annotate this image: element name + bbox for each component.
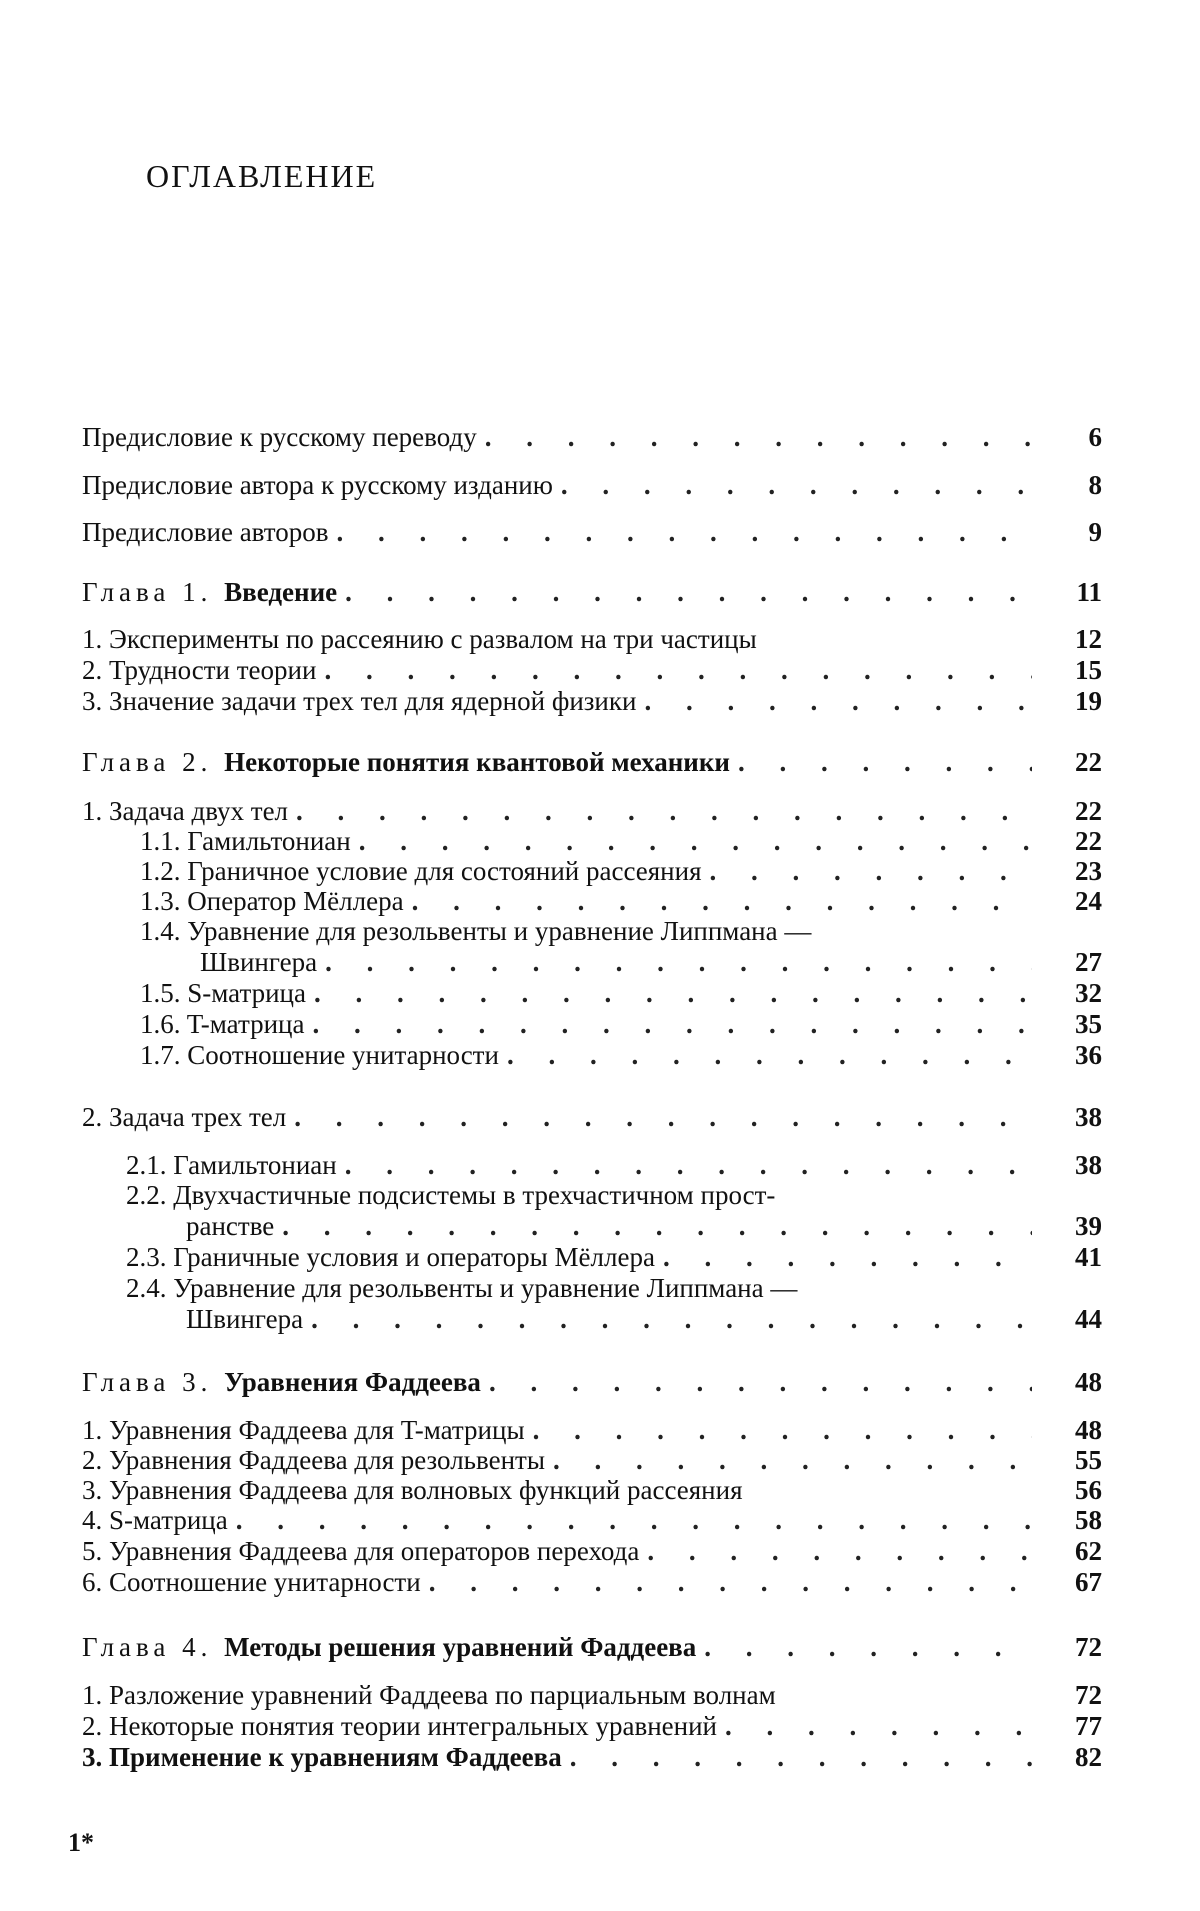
- toc-entry-title: 1. Разложение уравнений Фаддеева по парциальным волнам: [82, 1680, 776, 1710]
- toc-page-number: 56: [1075, 1475, 1102, 1505]
- toc-page-number: 15: [1075, 655, 1102, 685]
- dot-leader: [725, 1711, 1032, 1741]
- toc-entry: [82, 1563, 1102, 1597]
- toc-page-number: 22: [1075, 747, 1102, 777]
- toc-page-number: 38: [1075, 1102, 1102, 1132]
- dot-leader: [507, 1040, 1032, 1070]
- dot-leader: [345, 577, 1032, 607]
- toc-page-number: 22: [1075, 796, 1102, 826]
- toc-entry: [82, 1238, 1102, 1272]
- toc-entry: [82, 1501, 1102, 1535]
- toc-page-number: 72: [1075, 1680, 1102, 1710]
- toc-page-number: 72: [1075, 1632, 1102, 1662]
- toc-entry-title: 2.3. Граничные условия и операторы Мёллера: [126, 1242, 655, 1272]
- toc-page-number: 12: [1075, 624, 1102, 654]
- toc-entry: [82, 466, 1102, 500]
- chapter-label: Глава 3.: [82, 1367, 225, 1397]
- toc-entry: [82, 1005, 1102, 1039]
- dot-leader: [570, 1742, 1032, 1772]
- toc-entry-title: 1.1. Гамильтониан: [140, 826, 351, 856]
- toc-page-number: 35: [1075, 1009, 1102, 1039]
- chapter-label: Глава 1.: [82, 577, 225, 607]
- toc-entry-title: [82, 747, 738, 777]
- chapter-title: Уравнения Фаддеева: [224, 1367, 481, 1397]
- dot-leader: [294, 1102, 1032, 1132]
- toc-entry: [82, 912, 1102, 946]
- toc-page-number: 8: [1088, 470, 1102, 500]
- dot-leader: [663, 1242, 1032, 1272]
- dot-leader: [561, 470, 1032, 500]
- toc-entry: [82, 1036, 1102, 1070]
- toc-entry-title: 1.3. Оператор Мёллера: [140, 886, 404, 916]
- toc-entry-title: 1.2. Граничное условие для состояний рассеяния: [140, 856, 702, 886]
- dot-leader: [282, 1211, 1032, 1241]
- toc-page-number: 38: [1075, 1150, 1102, 1180]
- toc-page-number: 19: [1075, 686, 1102, 716]
- toc-entry: [82, 943, 1102, 977]
- toc-entry-title: Предисловие к русскому переводу: [82, 422, 477, 452]
- toc-entry-title: 2.1. Гамильтониан: [126, 1150, 337, 1180]
- toc-entry-title: 2. Уравнения Фаддеева для резольвенты: [82, 1445, 545, 1475]
- toc-entry: [82, 1300, 1102, 1334]
- dot-leader: [311, 1304, 1032, 1334]
- toc-entry-title: 2. Некоторые понятия теории интегральных уравнений: [82, 1711, 717, 1741]
- toc-page-number: 39: [1075, 1211, 1102, 1241]
- toc-entry-title: Швингера: [186, 1304, 304, 1334]
- chapter-title: Введение: [224, 577, 338, 607]
- toc-entry: [82, 1269, 1102, 1303]
- toc-page-number: 62: [1075, 1536, 1102, 1566]
- toc-entry-title: 1.5. S-матрица: [140, 978, 306, 1008]
- toc-page-number: 48: [1075, 1367, 1102, 1397]
- toc-page-number: 22: [1075, 826, 1102, 856]
- dot-leader: [704, 1632, 1032, 1662]
- toc-entry-title: 3. Значение задачи трех тел для ядерной физики: [82, 686, 637, 716]
- toc-entry: [82, 792, 1102, 826]
- toc-entry-title: 1.7. Соотношение унитарности: [140, 1040, 499, 1070]
- toc-page-number: 27: [1075, 947, 1102, 977]
- dot-leader: [312, 1009, 1032, 1039]
- toc-entry-title: ранстве: [186, 1211, 275, 1241]
- toc-entry: [82, 1707, 1102, 1741]
- chapter-label: Глава 2.: [82, 747, 225, 777]
- toc-entry-title: Предисловие автора к русскому изданию: [82, 470, 553, 500]
- toc-page-number: 41: [1075, 1242, 1102, 1272]
- toc-page-number: 11: [1076, 577, 1102, 607]
- chapter-title: Некоторые понятия квантовой механики: [224, 747, 730, 777]
- toc-entry-title: 5. Уравнения Фаддеева для операторов перехода: [82, 1536, 640, 1566]
- toc-entry: [82, 974, 1102, 1008]
- toc-entry-title: Предисловие авторов: [82, 517, 329, 547]
- toc-entry: [82, 1532, 1102, 1566]
- toc-entry-title: 3. Уравнения Фаддеева для волновых функций рассеяния: [82, 1475, 743, 1505]
- toc-entry-title: 4. S-матрица: [82, 1505, 228, 1535]
- toc-entry-title: 1. Задача двух тел: [82, 796, 289, 826]
- toc-entry-title: 2.2. Двухчастичные подсистемы в трехчастичном прост-: [126, 1180, 776, 1210]
- toc-entry-title: 2. Задача трех тел: [82, 1102, 287, 1132]
- toc-page-number: 9: [1088, 517, 1102, 547]
- dot-leader: [489, 1367, 1032, 1397]
- toc-entry: [82, 1207, 1102, 1241]
- toc-entry: [82, 513, 1102, 547]
- dot-leader: [738, 747, 1032, 777]
- toc-page-number: 23: [1075, 856, 1102, 886]
- toc-entry-title: 1.4. Уравнение для резольвенты и уравнение Липпмана —: [140, 916, 812, 946]
- toc-entry-title: 2.4. Уравнение для резольвенты и уравнение Липпмана —: [126, 1273, 798, 1303]
- toc-entry-title: 1.6. T-матрица: [140, 1009, 305, 1039]
- toc-entry: [82, 1176, 1102, 1210]
- toc-page-number: 58: [1075, 1505, 1102, 1535]
- toc-chapter-entry: [82, 1363, 1102, 1397]
- toc-page-number: 48: [1075, 1415, 1102, 1445]
- toc-entry-title: [82, 1367, 489, 1397]
- dot-leader: [644, 686, 1032, 716]
- toc-chapter-entry: [82, 573, 1102, 607]
- toc-chapter-entry: [82, 743, 1102, 777]
- toc-entry: [82, 882, 1102, 916]
- chapter-title: Методы решения уравнений Фаддеева: [224, 1632, 697, 1662]
- toc-entry-title: 1. Уравнения Фаддеева для T-матрицы: [82, 1415, 525, 1445]
- toc-entry-title: [82, 577, 345, 607]
- toc-page-number: 67: [1075, 1567, 1102, 1597]
- table-of-contents: [82, 0, 1102, 1911]
- toc-entry: [82, 1098, 1102, 1132]
- dot-leader: [325, 947, 1032, 977]
- toc-page-number: 32: [1075, 978, 1102, 1008]
- toc-entry: [82, 418, 1102, 452]
- toc-entry: [82, 1411, 1102, 1445]
- dot-leader: [324, 655, 1032, 685]
- toc-page-number: 82: [1075, 1742, 1102, 1772]
- chapter-label: Глава 4.: [82, 1632, 225, 1662]
- toc-page-number: 77: [1075, 1711, 1102, 1741]
- toc-entry-title: [82, 1632, 704, 1662]
- dot-leader: [314, 978, 1032, 1008]
- toc-entry-title: 3. Применение к уравнениям Фаддеева: [82, 1742, 562, 1772]
- toc-entry: [82, 1441, 1102, 1475]
- toc-entry: [82, 1676, 1102, 1710]
- toc-entry: [82, 1146, 1102, 1180]
- toc-entry-title: Швингера: [200, 947, 318, 977]
- toc-page-number: 24: [1075, 886, 1102, 916]
- toc-entry: [82, 822, 1102, 856]
- toc-page-number: 55: [1075, 1445, 1102, 1475]
- toc-chapter-entry: [82, 1628, 1102, 1662]
- dot-leader: [236, 1505, 1032, 1535]
- dot-leader: [485, 422, 1032, 452]
- toc-entry-title: 1. Эксперименты по рассеянию с развалом на три частицы: [82, 624, 757, 654]
- toc-page-number: 44: [1075, 1304, 1102, 1334]
- toc-entry: [82, 620, 1102, 654]
- dot-leader: [647, 1536, 1032, 1566]
- toc-page-number: 6: [1088, 422, 1102, 452]
- dot-leader: [336, 517, 1032, 547]
- page-heading: ОГЛАВЛЕНИЕ: [146, 158, 378, 194]
- toc-entry-title: 6. Соотношение унитарности: [82, 1567, 421, 1597]
- toc-entry-title: 2. Трудности теории: [82, 655, 317, 685]
- dot-leader: [429, 1567, 1032, 1597]
- toc-entry: [82, 1738, 1102, 1772]
- toc-entry: [82, 1471, 1102, 1505]
- toc-page-number: 36: [1075, 1040, 1102, 1070]
- toc-entry: [82, 651, 1102, 685]
- toc-entry: [82, 682, 1102, 716]
- signature-mark: 1*: [68, 1828, 94, 1857]
- toc-entry: [82, 852, 1102, 886]
